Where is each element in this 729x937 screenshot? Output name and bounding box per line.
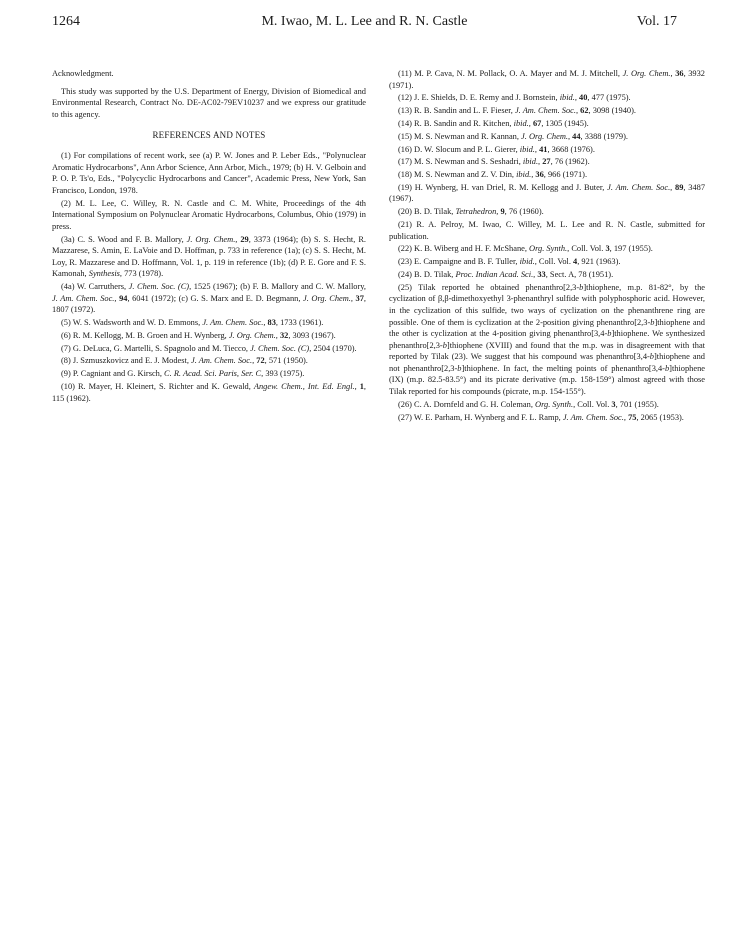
reference-12: (12) J. E. Shields, D. E. Remy and J. Bornstein, ibid., 40, 477 (1975).	[398, 93, 631, 103]
left-column	[52, 68, 366, 405]
reference-23: (23) E. Campaigne and B. F. Tuller, ibid., Coll. Vol. 4, 921 (1963).	[398, 257, 621, 267]
reference-7: (7) G. DeLuca, G. Martelli, S. Spagnolo and M. Tiecco, J. Chem. Soc. (C), 2504 (1970).	[61, 343, 357, 353]
reference-10: (10) R. Mayer, H. Kleinert, S. Richter and K. Gewald, Angew. Chem., Int. Ed. Engl., 1, 115 (1962).	[52, 381, 367, 403]
volume-label: Vol. 17	[636, 14, 677, 29]
reference-16: (16) D. W. Slocum and P. L. Gierer, ibid., 41, 3668 (1976).	[398, 144, 595, 154]
reference-21: (21) R. A. Pelroy, M. Iwao, C. Willey, M. L. Lee and R. N. Castle, submitted for publication.	[389, 220, 705, 241]
reference-8: (8) J. Szmuszkovicz and E. J. Modest, J. Am. Chem. Soc., 72, 571 (1950).	[61, 356, 308, 366]
reference-14: (14) R. B. Sandin and R. Kitchen, ibid., 67, 1305 (1945).	[398, 118, 589, 128]
reference-13: (13) R. B. Sandin and L. F. Fieser, J. Am. Chem. Soc., 62, 3098 (1940).	[398, 106, 636, 116]
reference-9: (9) P. Cagniant and G. Kirsch, C. R. Acad. Sci. Paris, Ser. C, 393 (1975).	[61, 369, 305, 379]
reference-3: (3a) C. S. Wood and F. B. Mallory, J. Org. Chem., 29, 3373 (1964); (b) S. S. Hecht, R. Mazzarese, S. Amin, E. LaVoie and D. Hoffman, p. 733 in reference (1a); (c) S. S. Hecht, M. Loy, R. Mazzarese and D. Hoffmann, Vol. 1, p. 119 in reference (1b); (d) P. E. Gore and F. S. Kamonah, Synthesis, 773 (1978).	[52, 234, 366, 279]
reference-15: (15) M. S. Newman and R. Kannan, J. Org. Chem., 44, 3388 (1979).	[398, 131, 628, 141]
reference-17: (17) M. S. Newman and S. Seshadri, ibid., 27, 76 (1962).	[398, 157, 590, 167]
reference-5: (5) W. S. Wadsworth and W. D. Emmons, J. Am. Chem. Soc., 83, 1733 (1961).	[61, 318, 324, 328]
reference-2: (2) M. L. Lee, C. Willey, R. N. Castle and C. M. White, Proceedings of the 4th International Symposium on Polynuclear Aromatic Hydrocarbons, Columbus, Ohio (1979) in press.	[52, 198, 366, 231]
reference-18: (18) M. S. Newman and Z. V. Din, ibid., 36, 966 (1971).	[398, 170, 588, 180]
page-header	[52, 14, 677, 34]
reference-1: (1) For compilations of recent work, see (a) P. W. Jones and P. Leber Eds., "Polynuclear Aromatic Hydrocarbons", Ann Arbor Science, Ann Arbor, Mich., 1979; (b) H. V. Gelboin and P. O. P. Ts'o, Eds., "Polycyclic Hydrocarbons and Cancer", Academic Press, New York, San Francisco, London, 1978.	[52, 150, 366, 195]
reference-6: (6) R. M. Kellogg, M. B. Groen and H. Wynberg, J. Org. Chem., 32, 3093 (1967).	[61, 330, 336, 340]
acknowledgment-title: Acknowledgment.	[52, 69, 114, 78]
right-column	[389, 68, 705, 424]
references-heading: REFERENCES AND NOTES	[152, 130, 266, 141]
reference-list-right	[389, 68, 705, 423]
reference-list-left	[52, 150, 366, 404]
reference-25: (25) Tilak reported he obtained phenanthro[2,3-b]thiophene, m.p. 81-82°, by the cyclization of β,β-dimethoxyethyl 3-phenanthryl sulfide with polyphosphoric acid. However, in the cyclization of this sulfide, two ways of cyclization on the phenanthrene ring are possible. One of them is cyclization at the 2-position giving phenanthro[2,3-b]thiophene and the other is cyclization at the 4-position giving phenanthro[3,4-b]thiophene. We synthesized phenanthro[2,3-b]thiophene (XVIII) and found that the m.p. was in disagreement with that reported by Tilak (23). We suggest that his compound was phenanthro[3,4-b]thiophene and not phenanthro[2,3-b]thiophene. In fact, the melting points of phenanthro[3,4-b]thiophene (IX) (m.p. 82.5-83.5°) and its picrate derivative (m.p. 158-159°) almost agreed with those Tilak reported for his compounds (picrate, m.p. 154-155°).	[389, 282, 705, 397]
reference-27: (27) W. E. Parham, H. Wynberg and F. L. Ramp, J. Am. Chem. Soc., 75, 2065 (1953).	[398, 412, 684, 422]
running-head-authors: M. Iwao, M. L. Lee and R. N. Castle	[261, 14, 468, 29]
reference-11: (11) M. P. Cava, N. M. Pollack, O. A. Mayer and M. J. Mitchell, J. Org. Chem., 36, 3932 (1971).	[389, 69, 705, 90]
reference-24: (24) B. D. Tilak, Proc. Indian Acad. Sci., 33, Sect. A, 78 (1951).	[398, 269, 614, 279]
reference-19: (19) H. Wynberg, H. van Driel, R. M. Kellogg and J. Buter, J. Am. Chem. Soc., 89, 3487 (1967).	[389, 182, 706, 204]
page-number: 1264	[52, 14, 80, 29]
reference-26: (26) C. A. Dornfeld and G. H. Coleman, Org. Synth., Coll. Vol. 3, 701 (1955).	[398, 399, 659, 409]
acknowledgment-text: This study was supported by the U.S. Department of Energy, Division of Biomedical and Environmental Research, Contract No. DE-AC02-79EV10237 and we express our gratitude to this agency.	[52, 86, 366, 119]
reference-20: (20) B. D. Tilak, Tetrahedron, 9, 76 (1960).	[398, 207, 544, 217]
reference-22: (22) K. B. Wiberg and H. F. McShane, Org. Synth., Coll. Vol. 3, 197 (1955).	[398, 244, 653, 254]
reference-4: (4a) W. Carruthers, J. Chem. Soc. (C), 1525 (1967); (b) F. B. Mallory and C. W. Mallory, J. Am. Chem. Soc., 94, 6041 (1972); (c) G. S. Marx and E. D. Begmann, J. Org. Chem., 37, 1807 (1972).	[52, 282, 366, 315]
